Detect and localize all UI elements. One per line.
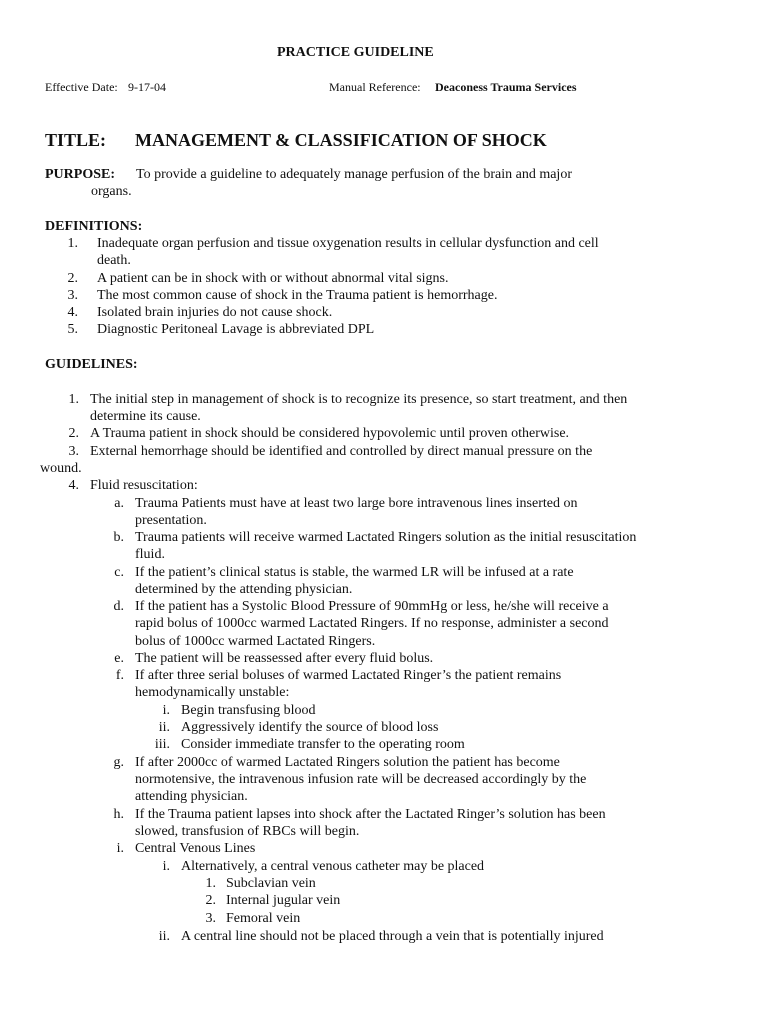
vein-item: Subclavian vein bbox=[226, 876, 316, 891]
subitem-letter: c. bbox=[114, 565, 124, 580]
definition-text: A patient can be in shock with or without abnormal vital signs. bbox=[97, 271, 449, 286]
subitem-letter: b. bbox=[113, 530, 124, 545]
definition-number: 2. bbox=[67, 271, 78, 286]
subitem-letter: e. bbox=[114, 651, 124, 666]
subitem-letter: h. bbox=[113, 807, 124, 822]
purpose-text-line2: organs. bbox=[91, 184, 132, 199]
roman-numeral: ii. bbox=[158, 720, 170, 735]
definition-number: 1. bbox=[67, 236, 78, 251]
definition-number: 4. bbox=[67, 305, 78, 320]
subitem-text: attending physician. bbox=[135, 789, 248, 804]
subitem-text: Alternatively, a central venous catheter may be placed bbox=[181, 859, 485, 874]
vein-number: 2. bbox=[205, 893, 216, 908]
guideline-number: 2. bbox=[68, 426, 79, 441]
vein-item: Internal jugular vein bbox=[226, 893, 341, 908]
subitem-text: hemodynamically unstable: bbox=[135, 685, 290, 700]
subitem-text: Begin transfusing blood bbox=[181, 703, 316, 718]
guidelines-heading: GUIDELINES: bbox=[45, 357, 138, 372]
subitem-text: bolus of 1000cc warmed Lactated Ringers. bbox=[135, 634, 376, 649]
purpose-label: PURPOSE: bbox=[45, 167, 115, 182]
purpose-text-line1: To provide a guideline to adequately manage perfusion of the brain and major bbox=[136, 167, 572, 182]
page-title: MANAGEMENT & CLASSIFICATION OF SHOCK bbox=[135, 130, 547, 150]
definition-text: Inadequate organ perfusion and tissue oxygenation results in cellular dysfunction and cell bbox=[97, 236, 599, 251]
subitem-letter: f. bbox=[115, 668, 124, 683]
subitem-letter: g. bbox=[113, 755, 124, 770]
guideline-number: 1. bbox=[68, 392, 79, 407]
definition-number: 5. bbox=[67, 322, 78, 337]
subitem-text: If the Trauma patient lapses into shock after the Lactated Ringer’s solution has been bbox=[135, 807, 606, 822]
subitem-text: Trauma patients will receive warmed Lactated Ringers solution as the initial resuscitation bbox=[135, 530, 637, 545]
guideline-text: determine its cause. bbox=[90, 409, 201, 424]
vein-item: Femoral vein bbox=[226, 911, 301, 926]
guideline-text: wound. bbox=[40, 461, 82, 476]
roman-numeral: ii. bbox=[158, 929, 170, 944]
subitem-text: Consider immediate transfer to the operating room bbox=[181, 737, 465, 752]
subitem-text: slowed, transfusion of RBCs will begin. bbox=[135, 824, 360, 839]
subitem-text: normotensive, the intravenous infusion rate will be decreased accordingly by the bbox=[135, 772, 587, 787]
document-type-heading: PRACTICE GUIDELINE bbox=[277, 45, 434, 60]
subitem-text: A central line should not be placed through a vein that is potentially injured bbox=[181, 929, 604, 944]
roman-numeral: i. bbox=[162, 703, 170, 718]
subitem-text: rapid bolus of 1000cc warmed Lactated Ringers. If no response, administer a second bbox=[135, 616, 609, 631]
subitem-text: Aggressively identify the source of blood loss bbox=[181, 720, 439, 735]
subitem-text: determined by the attending physician. bbox=[135, 582, 353, 597]
guideline-number: 4. bbox=[68, 478, 79, 493]
definition-text: Diagnostic Peritoneal Lavage is abbreviated DPL bbox=[97, 322, 375, 337]
subitem-text: Trauma Patients must have at least two large bore intravenous lines inserted on bbox=[135, 496, 578, 511]
vein-number: 1. bbox=[205, 876, 216, 891]
subitem-text: The patient will be reassessed after every fluid bolus. bbox=[135, 651, 434, 666]
subitem-text: If after three serial boluses of warmed Lactated Ringer’s the patient remains bbox=[135, 668, 562, 683]
guideline-text: A Trauma patient in shock should be considered hypovolemic until proven otherwise. bbox=[90, 426, 570, 441]
roman-numeral: iii. bbox=[154, 737, 170, 752]
definitions-heading: DEFINITIONS: bbox=[45, 219, 143, 234]
definition-text: death. bbox=[97, 253, 131, 268]
guideline-number: 3. bbox=[68, 444, 79, 459]
subitem-letter: i. bbox=[116, 841, 124, 856]
subitem-text: If the patient’s clinical status is stable, the warmed LR will be infused at a rate bbox=[135, 565, 574, 580]
subitem-text: Central Venous Lines bbox=[135, 841, 256, 856]
effective-date-value: 9-17-04 bbox=[128, 80, 166, 94]
manual-reference-label: Manual Reference: bbox=[329, 80, 421, 94]
subitem-text: If the patient has a Systolic Blood Pressure of 90mmHg or less, he/she will receive a bbox=[135, 599, 609, 614]
subitem-letter: a. bbox=[114, 496, 124, 511]
subitem-letter: d. bbox=[113, 599, 124, 614]
subitem-text: fluid. bbox=[135, 547, 165, 562]
roman-numeral: i. bbox=[162, 859, 170, 874]
definition-text: Isolated brain injuries do not cause shock. bbox=[97, 305, 333, 320]
guideline-text: External hemorrhage should be identified and controlled by direct manual pressure on the bbox=[90, 444, 593, 459]
subitem-text: If after 2000cc of warmed Lactated Ringers solution the patient has become bbox=[135, 755, 560, 770]
definition-number: 3. bbox=[67, 288, 78, 303]
manual-reference-value: Deaconess Trauma Services bbox=[435, 80, 577, 94]
guideline-text: Fluid resuscitation: bbox=[90, 478, 198, 493]
vein-number: 3. bbox=[205, 911, 216, 926]
guideline-text: The initial step in management of shock is to recognize its presence, so start treatment, and then bbox=[90, 392, 628, 407]
subitem-text: presentation. bbox=[135, 513, 207, 528]
effective-date-label: Effective Date: bbox=[45, 80, 118, 94]
definition-text: The most common cause of shock in the Trauma patient is hemorrhage. bbox=[97, 288, 498, 303]
title-label: TITLE: bbox=[45, 130, 107, 150]
